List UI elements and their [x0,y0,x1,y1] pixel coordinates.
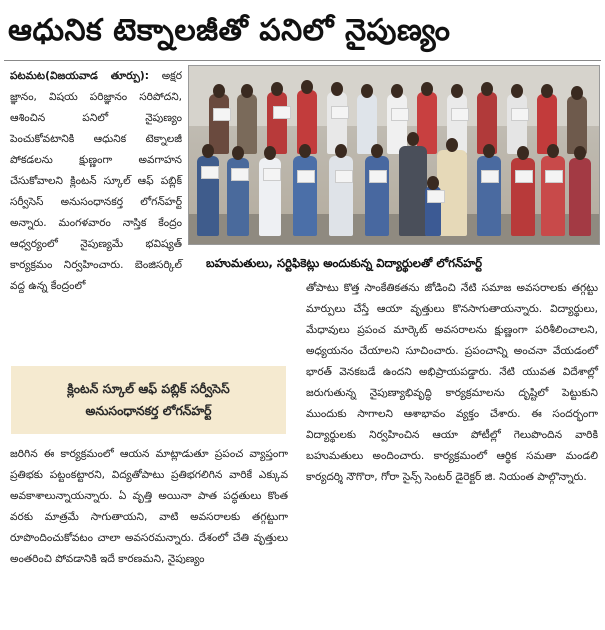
headline: ఆధునిక టెక్నాలజీతో పనిలో నైపుణ్యం [8,13,451,48]
article-left-mid [10,266,288,362]
article-lead [10,66,182,292]
photo-caption: బహుమతులు, సర్టిఫికెట్లు అందుకున్న విద్యార్థులతో లోగన్‌హర్ట్ [206,256,483,270]
article-right-text: తోపాటు కొత్త సాంకేతికతను జోడించి నేటి సమాజ అవసరాలకు తగ్గట్టు మార్పులు చేస్తే ఆయా వృత్తులు కొనసాగుతాయన్నారు. విద్యార్థులు, మేధావులు ప్రపంచ మార్కెట్ అవసరాలను క్షుణ్ణంగా పరిశీలించాలని, అధ్యయనం చేయాలని సూచించారు. ప్రపంచాన్ని అంచనా వేయడంలో భారత్ వెనకబడే ఉందని అభిప్రాయపడ్డారు. నేటి యువత విదేశాల్లో జరుగుతున్న నైపుణ్యాభివృద్ధి కార్యక్రమాలను దృష్టిలో పెట్టుకుని ముందుకు సాగాలని ఆశాభావం వ్యక్తం చేశారు. ఈ సందర్భంగా విద్యార్థులకు నిర్వహించిన ఆయా పోటీల్లో గెలుపొందిన వారికి బహుమతులు అందించారు. కార్యక్రమంలో ఆర్థిక సమతా మండలి కార్యదర్శి నౌగొరా, గోరా సైన్స్ సెంటర్ డైరెక్టర్ జి. నియంత పాల్గొన్నారు. [306,282,598,483]
headline-divider [4,60,601,61]
pull-quote-line2: అనుసంధానకర్త లోగన్‌హర్ట్ [85,403,212,418]
photo-floor [189,214,599,244]
article-lead-text: అక్షర జ్ఞానం, విషయ పరిజ్ఞానం సరిపోదని, ఆశించిన పనిలో నైపుణ్యం పెంచుకోవటానికి ఆధునిక టెక్నాలజీ పోకడలను క్షుణ్ణంగా అవగాహన చేసుకోవాలని క్లింటన్ స్కూల్ ఆఫ్ పబ్లిక్ సర్వీసెస్ అనుసంధానకర్త లోగన్‌హర్ట్ అన్నారు. మంగళవారం నాస్తిక కేంద్రం ఆధ్వర్యంలో నైపుణ్యమే భవిష్యత్ కార్యక్రమం నిర్వహించారు. బెంజిసర్కిల్ వద్ద ఉన్న కేంద్రంలో [10,70,182,292]
pull-quote-line1: క్లింటన్ స్కూల్ ఆఫ్ పబ్లిక్ సర్వీసెస్ [67,381,230,396]
dateline: పటమట(విజయవాడ తూర్పు): [10,70,149,82]
article-left-bottom-text: జరిగిన ఈ కార్యక్రమంలో ఆయన మాట్లాడుతూ ప్రపంచ వ్యాప్తంగా ప్రతిభకు పట్టంకట్టారని, విద్యతోపాటు ప్రతిభగలిగిన వారికే ఎక్కువ అవకాశాలున్నాయన్నారు. ఏ వృత్తి అయినా పాత పద్ధతులు కొంత వరకు మాత్రమే సాగుతాయని, వాటి అవసరాలకు తగ్గట్టుగా రూపొందించుకోవటం చాలా అవసరమన్నారు. దేశంలో చేతి వృత్తులు అంతరించి పోవడానికి ఇదే కారణమని, నైపుణ్యం [10,448,288,565]
pull-quote [11,366,286,434]
article-right [306,278,598,628]
news-photo [188,65,600,245]
article-left-bottom [10,444,288,628]
